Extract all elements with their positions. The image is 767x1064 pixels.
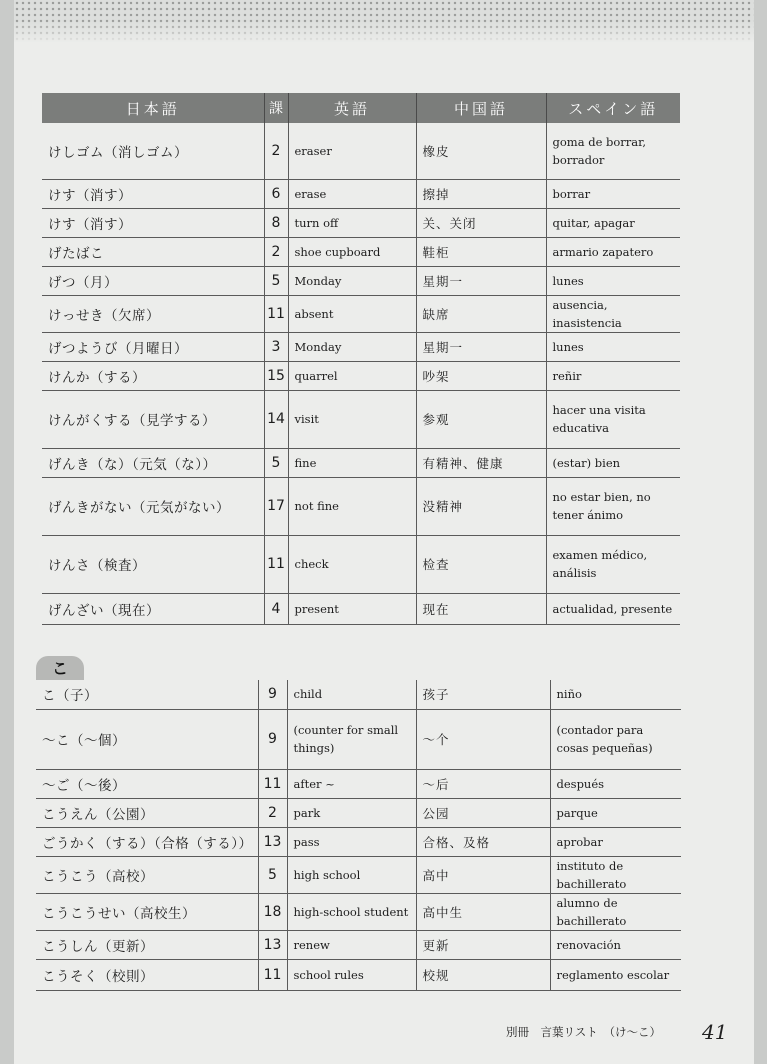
- table-row: [36, 930, 681, 959]
- header-spanish: スペイン語: [546, 93, 680, 123]
- chinese-cell: ～个: [416, 709, 550, 769]
- header-chinese: 中国語: [416, 93, 546, 123]
- english-cell: absent: [288, 295, 416, 332]
- table-row: [42, 123, 680, 179]
- lesson-cell: 2: [264, 237, 288, 266]
- english-cell: not fine: [288, 477, 416, 535]
- chinese-cell: 高中: [416, 856, 550, 893]
- table-row: [42, 208, 680, 237]
- lesson-cell: 11: [258, 769, 287, 798]
- spanish-cell: instituto de bachillerato: [550, 856, 681, 893]
- lesson-cell: 5: [258, 856, 287, 893]
- lesson-cell: 17: [264, 477, 288, 535]
- lesson-cell: 5: [264, 266, 288, 295]
- header-japanese: 日本語: [42, 93, 264, 123]
- table-row: [42, 295, 680, 332]
- chinese-cell: 更新: [416, 930, 550, 959]
- japanese-cell: げつ（月）: [42, 266, 264, 295]
- english-cell: turn off: [288, 208, 416, 237]
- english-cell: Monday: [288, 332, 416, 361]
- chinese-cell: 星期一: [416, 332, 546, 361]
- table-header: [42, 93, 680, 123]
- table-row: [42, 266, 680, 295]
- lesson-cell: 18: [258, 893, 287, 930]
- spanish-cell: reñir: [546, 361, 680, 390]
- spanish-cell: parque: [550, 798, 681, 827]
- table-row: [36, 856, 681, 893]
- japanese-cell: こうそく（校則）: [36, 959, 258, 990]
- spanish-cell: niño: [550, 680, 681, 709]
- table-row: [36, 893, 681, 930]
- japanese-cell: けしゴム（消しゴム）: [42, 123, 264, 179]
- lesson-cell: 9: [258, 709, 287, 769]
- spanish-cell: (contador para cosas pequeñas): [550, 709, 681, 769]
- japanese-cell: けんがくする（見学する）: [42, 390, 264, 448]
- chinese-cell: 星期一: [416, 266, 546, 295]
- japanese-cell: こうえん（公園）: [36, 798, 258, 827]
- chinese-cell: 关、关闭: [416, 208, 546, 237]
- table-row: [42, 390, 680, 448]
- spanish-cell: examen médico, análisis: [546, 535, 680, 593]
- table-row: [36, 959, 681, 990]
- english-cell: shoe cupboard: [288, 237, 416, 266]
- chinese-cell: 擦掉: [416, 179, 546, 208]
- japanese-cell: けんさ（検査）: [42, 535, 264, 593]
- header-lesson: 課: [264, 93, 288, 123]
- japanese-cell: ～こ（～個）: [36, 709, 258, 769]
- spanish-cell: renovación: [550, 930, 681, 959]
- table-row: [36, 798, 681, 827]
- spanish-cell: borrar: [546, 179, 680, 208]
- lesson-cell: 11: [258, 959, 287, 990]
- lesson-cell: 2: [258, 798, 287, 827]
- lesson-cell: 2: [264, 123, 288, 179]
- japanese-cell: こうしん（更新）: [36, 930, 258, 959]
- chinese-cell: 检查: [416, 535, 546, 593]
- english-cell: visit: [288, 390, 416, 448]
- spanish-cell: hacer una visita educativa: [546, 390, 680, 448]
- english-cell: high-school student: [287, 893, 416, 930]
- spanish-cell: reglamento escolar: [550, 959, 681, 990]
- japanese-cell: けっせき（欠席）: [42, 295, 264, 332]
- spanish-cell: aprobar: [550, 827, 681, 856]
- chinese-cell: ～后: [416, 769, 550, 798]
- chinese-cell: 现在: [416, 593, 546, 624]
- spanish-cell: (estar) bien: [546, 448, 680, 477]
- section-label-ko: こ: [36, 656, 84, 680]
- japanese-cell: ごうかく（する）（合格（する））: [36, 827, 258, 856]
- spanish-cell: lunes: [546, 332, 680, 361]
- english-cell: park: [287, 798, 416, 827]
- spanish-cell: actualidad, presente: [546, 593, 680, 624]
- japanese-cell: けす（消す）: [42, 179, 264, 208]
- english-cell: erase: [288, 179, 416, 208]
- chinese-cell: 鞋柜: [416, 237, 546, 266]
- vocab-table-ko: [36, 680, 681, 991]
- japanese-cell: こうこうせい（高校生）: [36, 893, 258, 930]
- chinese-cell: 校规: [416, 959, 550, 990]
- chinese-cell: 缺席: [416, 295, 546, 332]
- english-cell: quarrel: [288, 361, 416, 390]
- english-cell: (counter for small things): [287, 709, 416, 769]
- english-cell: after ~: [287, 769, 416, 798]
- japanese-cell: ～ご（～後）: [36, 769, 258, 798]
- english-cell: present: [288, 593, 416, 624]
- spanish-cell: después: [550, 769, 681, 798]
- table-row: [36, 769, 681, 798]
- header-english: 英語: [288, 93, 416, 123]
- spanish-cell: alumno de bachillerato: [550, 893, 681, 930]
- english-cell: eraser: [288, 123, 416, 179]
- vocab-table-ke: [42, 93, 680, 625]
- table-row: [42, 361, 680, 390]
- lesson-cell: 4: [264, 593, 288, 624]
- japanese-cell: こ（子）: [36, 680, 258, 709]
- table-row: [42, 477, 680, 535]
- footer-title: 別冊 言葉リスト （け～こ）: [506, 1025, 662, 1039]
- table-row: [36, 827, 681, 856]
- table-row: [42, 237, 680, 266]
- chinese-cell: 高中生: [416, 893, 550, 930]
- english-cell: fine: [288, 448, 416, 477]
- japanese-cell: げたばこ: [42, 237, 264, 266]
- japanese-cell: こうこう（高校）: [36, 856, 258, 893]
- table-row: [42, 448, 680, 477]
- table-row: [42, 593, 680, 624]
- table-row: [42, 179, 680, 208]
- english-cell: renew: [287, 930, 416, 959]
- spanish-cell: armario zapatero: [546, 237, 680, 266]
- spanish-cell: goma de borrar, borrador: [546, 123, 680, 179]
- lesson-cell: 11: [264, 295, 288, 332]
- japanese-cell: げんきがない（元気がない）: [42, 477, 264, 535]
- lesson-cell: 14: [264, 390, 288, 448]
- lesson-cell: 5: [264, 448, 288, 477]
- page-number: 41: [702, 1020, 728, 1044]
- table-row: [36, 709, 681, 769]
- japanese-cell: けす（消す）: [42, 208, 264, 237]
- lesson-cell: 13: [258, 827, 287, 856]
- chinese-cell: 合格、及格: [416, 827, 550, 856]
- japanese-cell: げんざい（現在）: [42, 593, 264, 624]
- english-cell: check: [288, 535, 416, 593]
- chinese-cell: 参观: [416, 390, 546, 448]
- chinese-cell: 公园: [416, 798, 550, 827]
- chinese-cell: 孩子: [416, 680, 550, 709]
- spanish-cell: quitar, apagar: [546, 208, 680, 237]
- japanese-cell: げんき（な）（元気（な））: [42, 448, 264, 477]
- table-row: [42, 332, 680, 361]
- table-row: [42, 535, 680, 593]
- english-cell: Monday: [288, 266, 416, 295]
- japanese-cell: けんか（する）: [42, 361, 264, 390]
- chinese-cell: 橡皮: [416, 123, 546, 179]
- chinese-cell: 有精神、健康: [416, 448, 546, 477]
- table-row: [36, 680, 681, 709]
- spanish-cell: no estar bien, no tener ánimo: [546, 477, 680, 535]
- lesson-cell: 3: [264, 332, 288, 361]
- lesson-cell: 11: [264, 535, 288, 593]
- spanish-cell: ausencia, inasistencia: [546, 295, 680, 332]
- lesson-cell: 13: [258, 930, 287, 959]
- english-cell: school rules: [287, 959, 416, 990]
- lesson-cell: 6: [264, 179, 288, 208]
- english-cell: high school: [287, 856, 416, 893]
- lesson-cell: 15: [264, 361, 288, 390]
- chinese-cell: 没精神: [416, 477, 546, 535]
- chinese-cell: 吵架: [416, 361, 546, 390]
- lesson-cell: 8: [264, 208, 288, 237]
- lesson-cell: 9: [258, 680, 287, 709]
- english-cell: child: [287, 680, 416, 709]
- japanese-cell: げつようび（月曜日）: [42, 332, 264, 361]
- spanish-cell: lunes: [546, 266, 680, 295]
- english-cell: pass: [287, 827, 416, 856]
